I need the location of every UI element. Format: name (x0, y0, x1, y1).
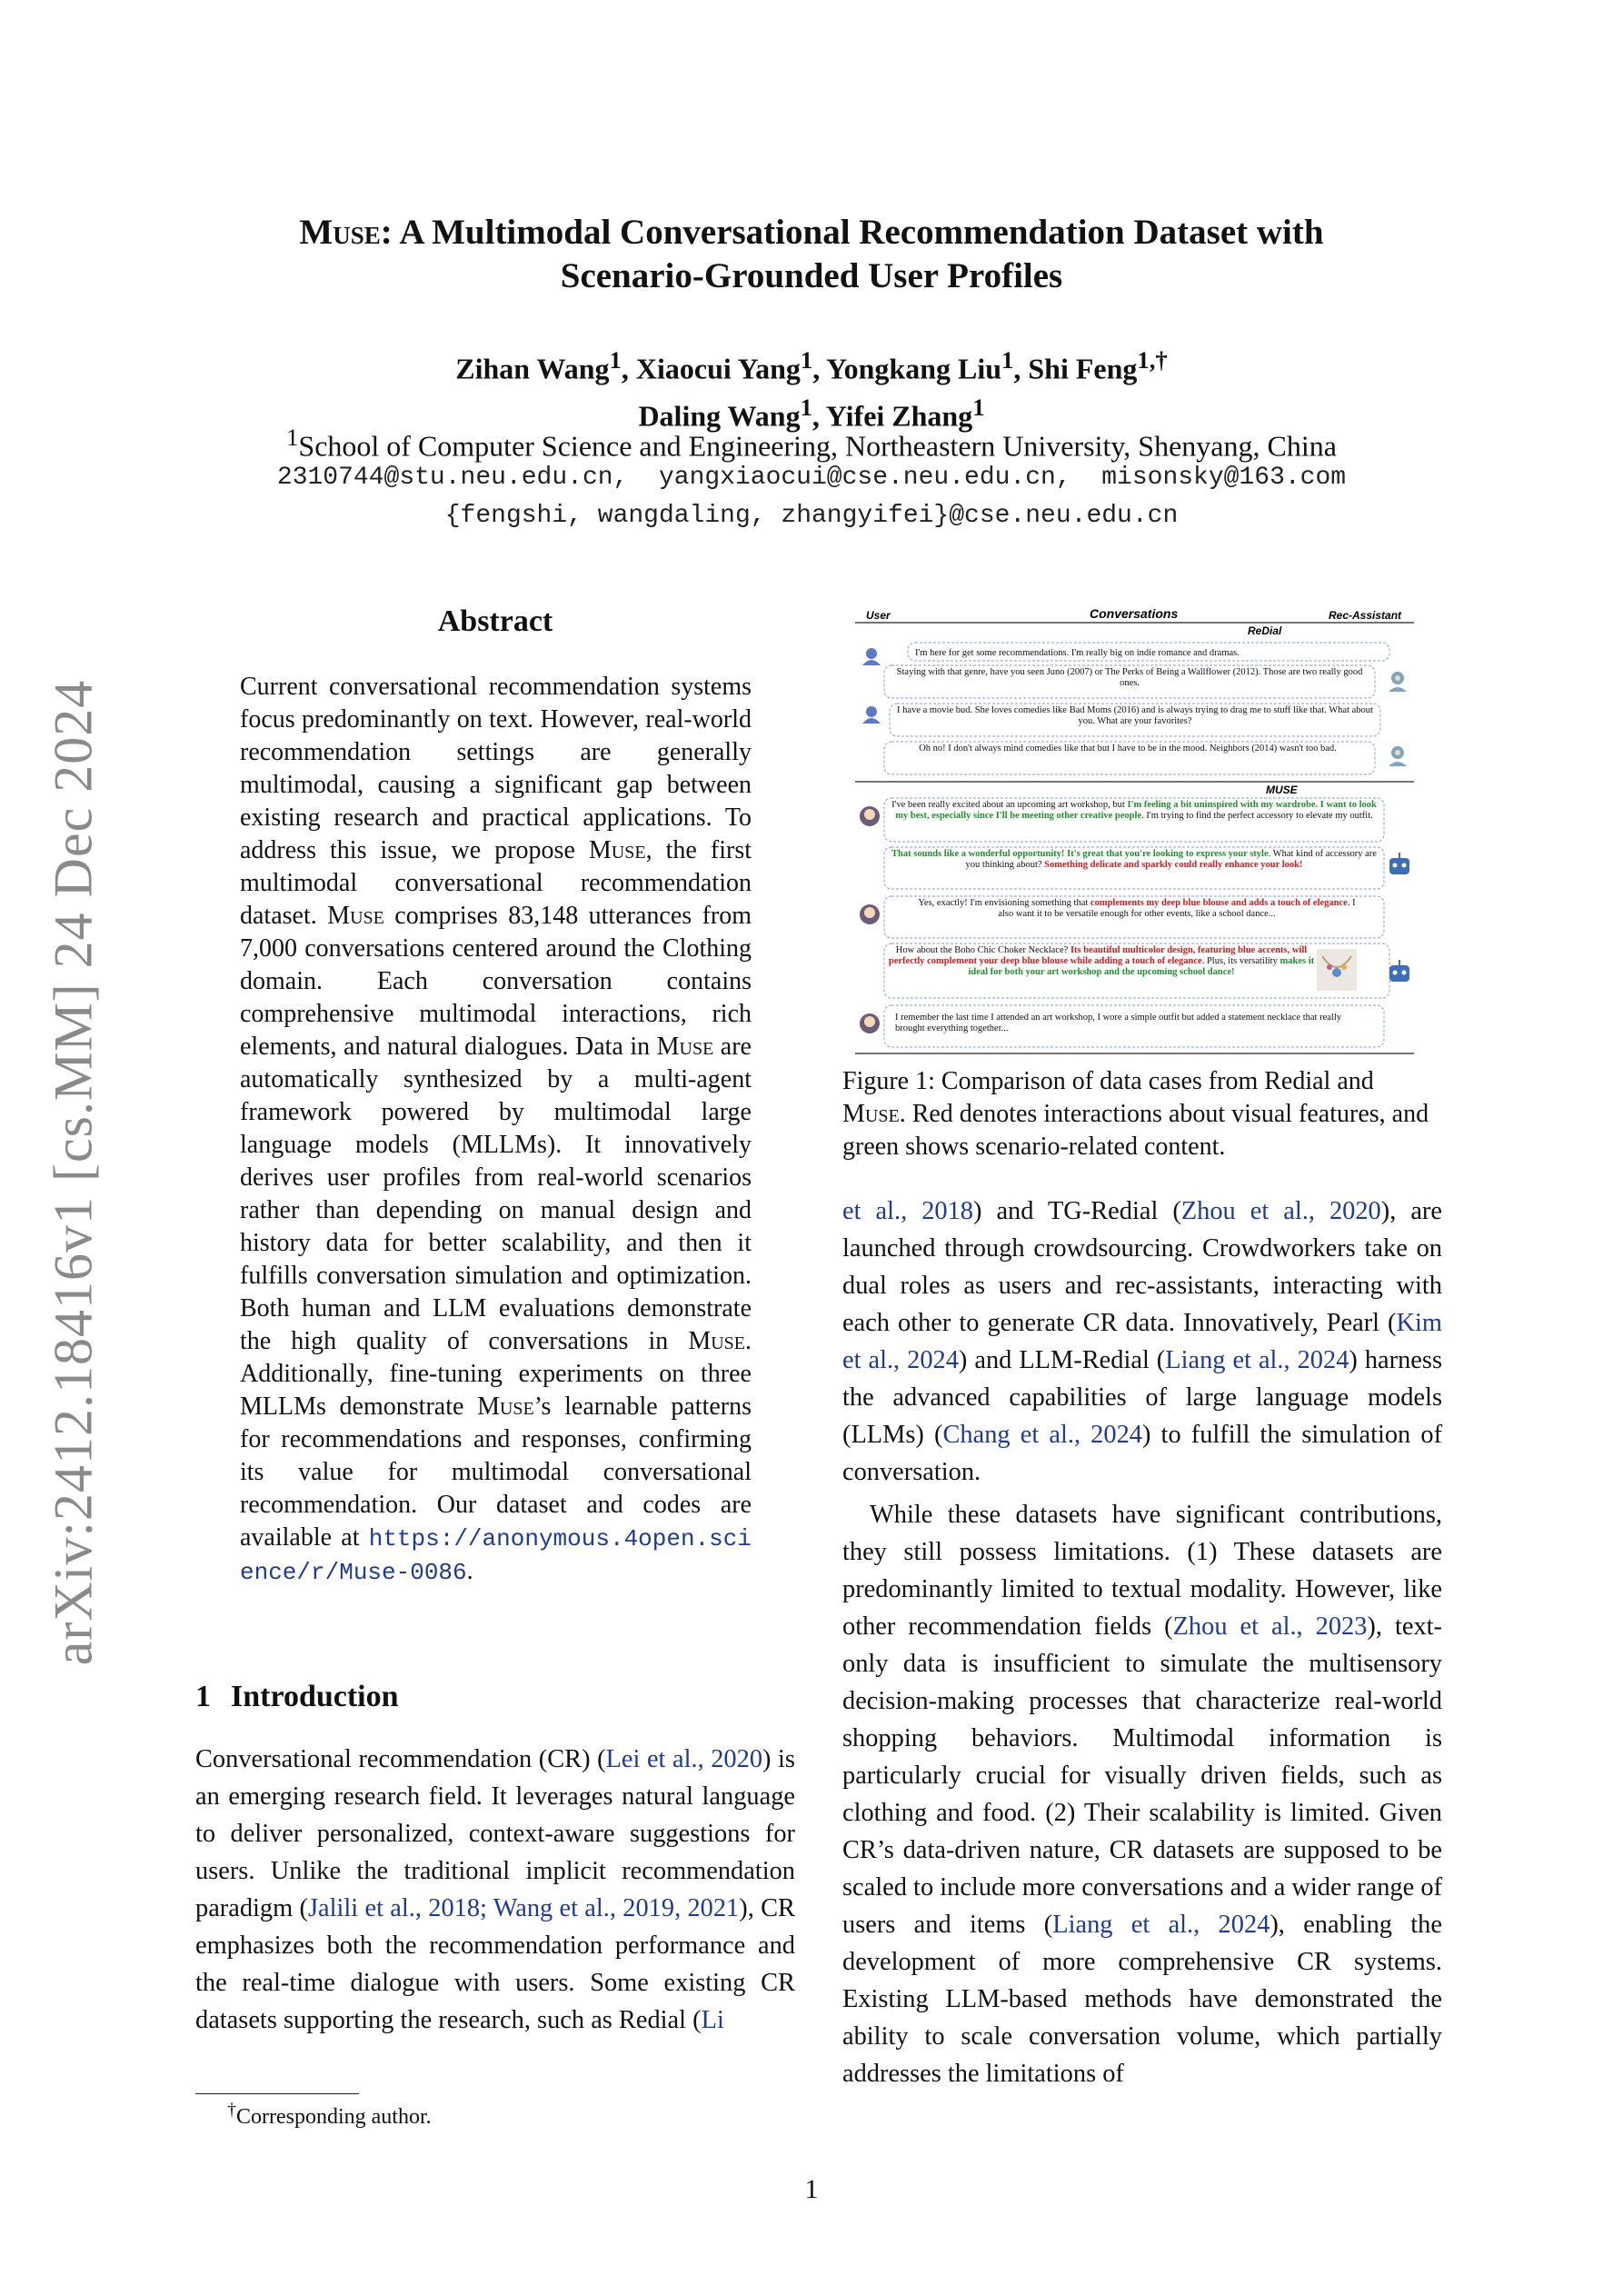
figure-caption (842, 1065, 1442, 1163)
paper-title (145, 211, 1478, 298)
abstract-text: comprises 83,148 utterances from 7,000 conversations centered around the Clothing domain. Each conversation contains comprehensive multimodal interactions, rich elements, and natural dialogues. Data in (240, 902, 752, 1061)
body-text: ) and LLM-Redial ( (958, 1346, 1166, 1374)
muse-turn-text (888, 800, 1380, 822)
paragraph (842, 1193, 1442, 1491)
abstract-text: are automatically synthesized by a multi-agent framework powered by multimodal large language models (MLLMs). It innovatively derives user profiles from real-world scenarios rather than depending on manual design and history data for better scalability, and then it fulfills conversation simulation and optimization. Both human and LLM evaluations demonstrate the high quality of conversations in (240, 1033, 752, 1355)
figure-user-label: User (866, 609, 891, 622)
author-affil-sup: 1,† (1137, 346, 1168, 374)
author-affil-sup: 1 (800, 346, 813, 374)
muse-turn-text-box (888, 800, 1380, 842)
redial-turn-4 (884, 742, 1407, 774)
user-avatar-icon (860, 806, 880, 826)
necklace-product-image-icon (1317, 949, 1357, 991)
muse-turn-text-box (895, 1013, 1368, 1045)
author-name: Yongkang Liu (826, 352, 1002, 385)
email-line: 2310744@stu.neu.edu.cn, yangxiaocui@cse.neu.edu.cn, misonsky@163.com (276, 464, 1347, 492)
author-name: Xiaocui Yang (635, 352, 801, 385)
muse-text: . I also want it to be versatile enough for other events, like a school dance... (998, 898, 1356, 919)
paragraph (842, 1496, 1442, 2092)
muse-turn-1 (860, 798, 1384, 842)
muse-text: . I'm trying to find the perfect accessory to elevate my outfit. (1141, 811, 1373, 821)
title-line1: : A Multimodal Conversational Recommendation Dataset with (380, 213, 1324, 252)
body-text: ) and TG-Redial ( (972, 1197, 1181, 1225)
muse-text: . What kind of accessory are you thinking about? (965, 849, 1377, 870)
author-sep: , (621, 352, 636, 385)
muse-turn-3 (860, 896, 1384, 938)
section-title: Introduction (231, 1680, 399, 1713)
redial-turn-text-box (893, 705, 1377, 736)
abstract-body (240, 671, 752, 1589)
abstract-muse: Muse (327, 902, 384, 930)
citation-link[interactable]: Zhou et al., 2023 (1172, 1612, 1368, 1641)
figure-redial-label: ReDial (1248, 624, 1282, 637)
abstract-muse: Muse (588, 836, 646, 864)
figure-caption-text: Comparison of data cases from Redial and (934, 1067, 1374, 1095)
right-column-body (842, 1193, 1442, 2092)
citation-link[interactable]: Kim et al., 2024 (842, 1309, 1442, 1374)
author-name: Yifei Zhang (825, 399, 973, 433)
redial-turn-2 (884, 665, 1407, 698)
intro-text: ) is an emerging research field. It leverages natural language to deliver personalized, context-aware suggestions for users. Unlike the traditional implicit recommendation paradigm ( (195, 1745, 795, 1922)
author-affil-sup: 1 (800, 393, 812, 421)
abstract-muse: Muse (656, 1033, 714, 1061)
muse-turn-text (888, 849, 1380, 871)
footnote-rule (195, 2093, 359, 2094)
email-line: {fengshi, wangdaling, zhangyifei}@cse.neu.edu.cn (444, 502, 1179, 530)
body-text: While these datasets have significant contributions, they still possess limitations. (1) These datasets are predominantly limited to textual modality. However, like other recommendation fields ( (842, 1501, 1442, 1641)
muse-turn-text-box (910, 898, 1364, 938)
footnote-text: Corresponding author. (236, 2105, 432, 2129)
intro-text: Conversational recommendation (CR) ( (195, 1745, 606, 1773)
body-text: ), are launched through crowdsourcing. Crowdworkers take on dual roles as users and rec-assistants, interacting with each other to generate CR data. Innovatively, Pearl ( (842, 1197, 1442, 1337)
affiliation-text: School of Computer Science and Engineering, Northeastern University, Shenyang, China (298, 429, 1337, 463)
author-name: Daling Wang (638, 399, 801, 433)
figure-muse-label: MUSE (1266, 784, 1298, 796)
muse-scenario-text: I'm feeling a bit uninspired with my wardrobe. I want to look my best, especially since I'll be meeting other creative people (895, 800, 1377, 821)
author-affil-sup: 1 (972, 393, 985, 421)
muse-turn-text (888, 945, 1315, 978)
user-avatar-icon (860, 904, 880, 924)
muse-visual-text: Something delicate and sparkly could really enhance your look! (1044, 860, 1303, 870)
muse-turn-text-box (888, 849, 1380, 889)
dataset-link[interactable]: https://anonymous.4open.science/r/Muse-0086 (240, 1525, 752, 1586)
figure-caption-muse: Muse (842, 1100, 900, 1128)
redial-turn-3 (862, 704, 1380, 736)
muse-visual-text: complements my deep blue blouse and adds a touch of elegance (1090, 898, 1348, 908)
author-sep: , (812, 399, 826, 433)
citation-link[interactable]: Zhou et al., 2020 (1180, 1197, 1381, 1225)
redial-turn-text: Oh no! I don't always mind comedies like that but I have to be in the mood. Neighbors (2014) wasn't too bad. (919, 744, 1337, 754)
introduction-body (195, 1741, 795, 2039)
author-name: Shi Feng (1028, 352, 1138, 385)
redial-turn-text: I have a movie bud. She loves comedies like Bad Moms (2016) and is always trying to drag me to stuff like that. What about you. What are your favorites? (897, 705, 1373, 726)
redial-turn-text-box (919, 744, 1337, 774)
citation-link[interactable]: Li (701, 2006, 724, 2034)
figure-caption-text: . Red denotes interactions about visual features, and green shows scenario-related content. (842, 1100, 1429, 1161)
author-name: Zihan Wang (455, 352, 610, 385)
user-avatar-icon (860, 1013, 880, 1033)
muse-scenario-text: That sounds like a wonderful opportunity! It's great that you're looking to express your style (891, 849, 1269, 859)
figure-assistant-label: Rec-Assistant (1329, 609, 1402, 622)
abstract-muse: Muse (477, 1393, 534, 1421)
affiliation-sup: 1 (286, 424, 299, 451)
section-heading-introduction (195, 1680, 419, 1714)
body-text: ), enabling the development of more comprehensive CR systems. Existing LLM-based methods have demonstrated the ability to scale conversation volume, which partially addresses the limitations of (842, 1911, 1442, 2088)
muse-text: . Plus, its versatility (1201, 956, 1280, 966)
abstract-muse: Muse (688, 1327, 745, 1355)
muse-turn-text (910, 898, 1364, 920)
muse-text: Yes, exactly! I'm envisioning something that (918, 898, 1090, 908)
figure-title: Conversations (1090, 606, 1179, 621)
author-sep: , (812, 352, 827, 385)
redial-turn-text: I'm here for get some recommendations. I'm really big on indie romance and dramas. (915, 648, 1240, 658)
author-affil-sup: 1 (1001, 346, 1014, 374)
abstract-text: . (466, 1557, 473, 1585)
footnote-sup: † (227, 2100, 236, 2120)
arxiv-stamp (33, 673, 115, 1672)
muse-turn-4 (884, 943, 1409, 998)
muse-turn-text: I remember the last time I attended an art workshop, I wore a simple outfit but added a statement necklace that really brought everything together... (895, 1013, 1341, 1033)
citation-link[interactable]: Liang et al., 2024 (1165, 1346, 1349, 1374)
abstract-text: Current conversational recommendation systems focus predominantly on text. However, real-world recommendation settings are generally multimodal, causing a significant gap between existing research and practical applications. To address this issue, we propose (240, 673, 752, 864)
muse-visual-text: Its beautiful multicolor design, featuring blue accents, will perfectly complement your deep blue blouse while adding a touch of elegance (888, 945, 1308, 966)
abstract-text: . Additionally, fine-tuning experiments on three MLLMs demonstrate (240, 1327, 752, 1421)
muse-turn-2 (884, 847, 1409, 889)
footnote (227, 2100, 432, 2130)
abstract-heading: Abstract (437, 604, 553, 638)
section-number: 1 (195, 1680, 211, 1713)
muse-scenario-text: makes it ideal for both your art workshop and the upcoming school dance! (968, 956, 1315, 977)
body-text: ) harness the advanced capabilities of large language models (LLMs) ( (842, 1346, 1442, 1449)
author-affil-sup: 1 (609, 346, 622, 374)
citation-link[interactable]: Chang et al., 2024 (942, 1421, 1142, 1449)
arxiv-stamp-text: arXiv:2412.18416v1 [cs.MM] 24 Dec 2024 (43, 679, 104, 1666)
citation-link[interactable]: Jalili et al., 2018; Wang et al., 2019, 2021 (307, 1894, 740, 1922)
body-text: ) to fulfill the simulation of conversation. (842, 1421, 1443, 1486)
figure-caption-label: Figure 1: (842, 1067, 935, 1095)
affiliation (145, 419, 1478, 464)
citation-link[interactable]: et al., 2018 (842, 1197, 973, 1225)
muse-turn-text-box (888, 945, 1315, 998)
citation-link[interactable]: Liang et al., 2024 (1052, 1911, 1270, 1939)
muse-text: How about the Boho Chic Choker Necklace? (895, 945, 1070, 955)
muse-turn-5 (860, 1005, 1384, 1047)
muse-text: I've been really excited about an upcoming art workshop, but (891, 800, 1128, 810)
author-sep: , (1013, 352, 1029, 385)
email-list (145, 459, 1478, 535)
intro-text: ), CR emphasizes both the recommendation performance and the real-time dialogue with users. Some existing CR datasets supporting the research, such as Redial ( (195, 1894, 795, 2034)
page-number: 1 (804, 2174, 819, 2204)
body-text: ), text-only data is insufficient to simulate the multisensory decision-making processes that characterize real-world shopping behaviors. Multimodal information is particularly crucial for visually driven fields, such as clothing and food. (2) Their scalability is limited. Given CR’s data-driven nature, CR datasets are supposed to be scaled to include more conversations and a wider range of users and items ( (842, 1612, 1442, 1939)
title-muse: Muse (299, 213, 381, 252)
figure-1-conversation-comparison (855, 605, 1414, 1055)
redial-turn-text-box (888, 667, 1371, 698)
title-line2: Scenario-Grounded User Profiles (560, 256, 1063, 295)
abstract-text: , the first multimodal conversational recommendation dataset. (240, 836, 752, 930)
abstract-text: ’s learnable patterns for recommendations and responses, confirming its value for multimodal conversational recommendation. Our dataset and codes are available at (240, 1393, 752, 1552)
redial-turn-text: Staying with that genre, have you seen Juno (2007) or The Perks of Being a Wallflower (2012). Those are two really good ones. (896, 667, 1363, 688)
citation-link[interactable]: Lei et al., 2020 (605, 1745, 763, 1773)
